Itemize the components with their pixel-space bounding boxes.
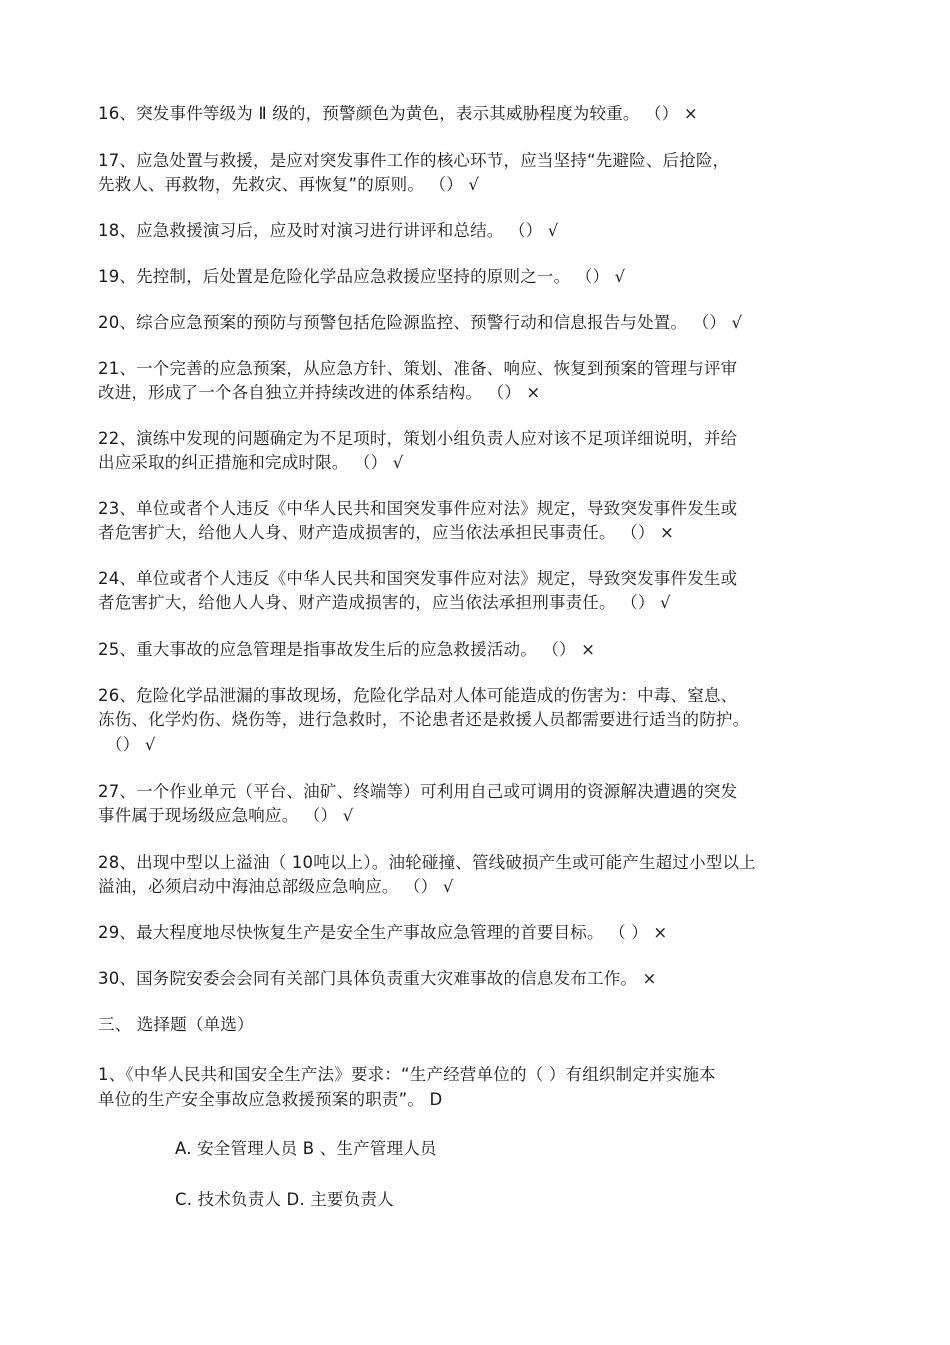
question-26-line-1: 26、危险化学品泄漏的事故现场，危险化学品对人体可能造成的伤害为：中毒、窒息、 (98, 686, 738, 705)
choice-question-1-line-2: 单位的生产安全事故应急救援预案的职责”。 D (98, 1090, 443, 1109)
choice-options-row-2: C. 技术负责人 D. 主要负责人 (175, 1190, 394, 1209)
question-19-line-1: 19、先控制，后处置是危险化学品应急救援应坚持的原则之一。 （） √ (98, 267, 626, 286)
question-29-line-1: 29、最大程度地尽快恢复生产是安全生产事故应急管理的首要目标。 （ ） × (98, 923, 668, 942)
choice-question-1-line-1: 1、《中华人民共和国安全生产法》要求：“生产经营单位的（ ）有组织制定并实施本 (98, 1065, 716, 1084)
question-21-line-1: 21、一个完善的应急预案，从应急方针、策划、准备、响应、恢复到预案的管理与评审 (98, 359, 738, 378)
question-24-line-2: 者危害扩大，给他人人身、财产造成损害的，应当依法承担刑事责任。 （） √ (98, 593, 671, 612)
question-27-line-2: 事件属于现场级应急响应。 （） √ (98, 806, 354, 825)
choice-options-row-1: A. 安全管理人员 B 、生产管理人员 (175, 1139, 437, 1158)
question-17-line-1: 17、应急处置与救援，是应对突发事件工作的核心环节，应当坚持“先避险、后抢险， (98, 151, 730, 170)
question-20-line-1: 20、综合应急预案的预防与预警包括危险源监控、预警行动和信息报告与处置。 （） √ (98, 313, 743, 332)
question-28-line-1: 28、出现中型以上溢油（ 10吨以上）。油轮碰撞、管线破损产生或可能产生超过小型以上 (98, 853, 756, 872)
question-26-line-2: 冻伤、化学灼伤、烧伤等，进行急救时，不论患者还是救援人员都需要进行适当的防护。 (98, 710, 750, 729)
section-heading: 三、 选择题（单选） (98, 1015, 254, 1034)
question-17-line-2: 先救人、再救物，先救灾、再恢复”的原则。 （） √ (98, 175, 480, 194)
question-21-line-2: 改进，形成了一个各自独立并持续改进的体系结构。 （） × (98, 383, 541, 402)
question-25-line-1: 25、重大事故的应急管理是指事故发生后的应急救援活动。 （） × (98, 640, 596, 659)
question-24-line-1: 24、单位或者个人违反《中华人民共和国突发事件应对法》规定，导致突发事件发生或 (98, 569, 738, 588)
question-23-line-2: 者危害扩大，给他人人身、财产造成损害的，应当依法承担民事责任。 （） × (98, 523, 675, 542)
question-16-line-1: 16、突发事件等级为 Ⅱ 级的，预警颜色为黄色，表示其威胁程度为较重。 （） × (98, 104, 698, 123)
question-28-line-2: 溢油，必须启动中海油总部级应急响应。 （） √ (98, 877, 454, 896)
question-23-line-1: 23、单位或者个人违反《中华人民共和国突发事件应对法》规定，导致突发事件发生或 (98, 499, 738, 518)
question-22-line-1: 22、演练中发现的问题确定为不足项时，策划小组负责人应对该不足项详细说明，并给 (98, 429, 738, 448)
question-18-line-1: 18、应急救援演习后，应及时对演习进行讲评和总结。 （） √ (98, 221, 559, 240)
question-30-line-1: 30、国务院安委会会同有关部门具体负责重大灾难事故的信息发布工作。 × (98, 969, 657, 988)
question-27-line-1: 27、一个作业单元（平台、油矿、终端等）可利用自己或可调用的资源解决遭遇的突发 (98, 782, 738, 801)
question-26-line-3: （） √ (106, 735, 156, 754)
question-22-line-2: 出应采取的纠正措施和完成时限。 （） √ (98, 453, 404, 472)
